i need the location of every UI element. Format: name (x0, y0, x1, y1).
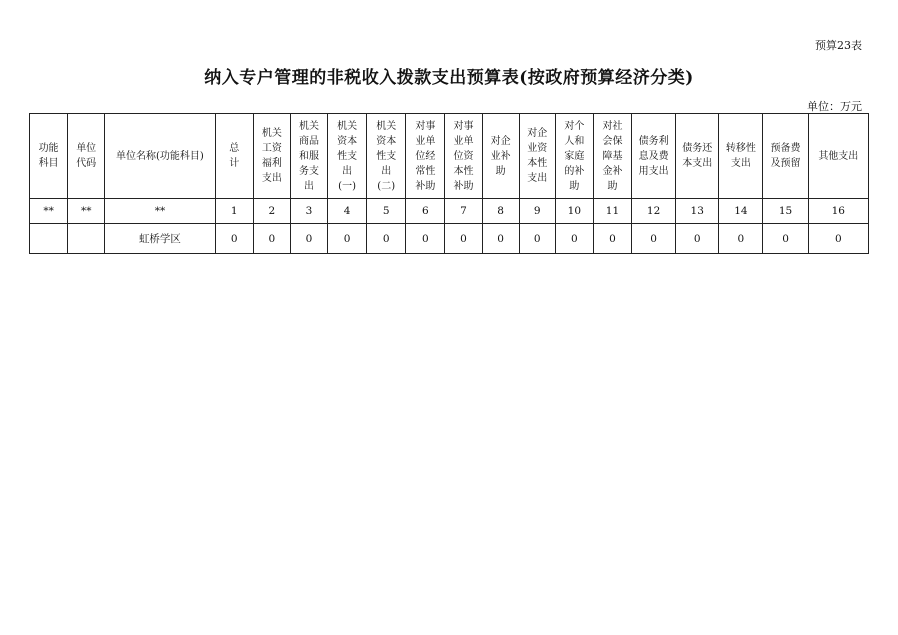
table-cell: 0 (367, 224, 406, 254)
table-cell: 0 (593, 224, 631, 254)
index-cell: 1 (215, 199, 253, 224)
index-cell: 10 (555, 199, 593, 224)
index-cell: 11 (593, 199, 631, 224)
table-cell: 0 (406, 224, 445, 254)
column-header: 对企 业资 本性 支出 (519, 114, 555, 199)
index-cell: 16 (808, 199, 868, 224)
table-row (30, 224, 869, 254)
table-cell: 0 (808, 224, 868, 254)
index-cell: 2 (253, 199, 290, 224)
index-cell: ** (30, 199, 68, 224)
column-header: 功能 科目 (30, 114, 68, 199)
column-header: 单位名称(功能科目) (105, 114, 215, 199)
table-cell: 0 (719, 224, 763, 254)
index-cell: 6 (406, 199, 445, 224)
table-cell (68, 224, 105, 254)
form-number: 预算23表 (815, 39, 862, 52)
table-cell: 0 (482, 224, 519, 254)
column-header: 机关 资本 性支 出 (二) (367, 114, 406, 199)
table-cell: 0 (519, 224, 555, 254)
column-header: 单位 代码 (68, 114, 105, 199)
header-row (30, 114, 869, 199)
page-title: 纳入专户管理的非税收入拨款支出预算表(按政府预算经济分类) (204, 68, 694, 88)
unit-label: 单位：万元 (807, 100, 862, 113)
table-cell: 虹桥学区 (105, 224, 215, 254)
table-cell: 0 (676, 224, 719, 254)
table-cell: 0 (763, 224, 808, 254)
column-header: 对事 业单 位经 常性 补助 (406, 114, 445, 199)
table-cell: 0 (445, 224, 482, 254)
index-cell: 3 (290, 199, 327, 224)
index-cell: ** (68, 199, 105, 224)
column-header: 对事 业单 位资 本性 补助 (445, 114, 482, 199)
table-cell: 0 (253, 224, 290, 254)
column-header: 转移性 支出 (719, 114, 763, 199)
column-header: 债务利 息及费 用支出 (632, 114, 676, 199)
index-cell: 12 (632, 199, 676, 224)
table-cell: 0 (215, 224, 253, 254)
table-cell: 0 (555, 224, 593, 254)
column-header: 对社 会保 障基 金补 助 (593, 114, 631, 199)
column-header: 预备费 及预留 (763, 114, 808, 199)
column-header: 其他支出 (808, 114, 868, 199)
table-cell (30, 224, 68, 254)
table-cell: 0 (632, 224, 676, 254)
column-header: 对个 人和 家庭 的补 助 (555, 114, 593, 199)
column-header: 机关 资本 性支 出 (一) (328, 114, 367, 199)
index-cell: 13 (676, 199, 719, 224)
budget-table (29, 113, 869, 254)
table-cell: 0 (328, 224, 367, 254)
index-cell: 8 (482, 199, 519, 224)
index-cell: 4 (328, 199, 367, 224)
index-cell: ** (105, 199, 215, 224)
index-cell: 5 (367, 199, 406, 224)
column-header: 总 计 (215, 114, 253, 199)
index-cell: 7 (445, 199, 482, 224)
index-cell: 14 (719, 199, 763, 224)
index-cell: 9 (519, 199, 555, 224)
column-header: 机关 商品 和服 务支 出 (290, 114, 327, 199)
index-row (30, 199, 869, 224)
column-header: 对企 业补 助 (482, 114, 519, 199)
table-cell: 0 (290, 224, 327, 254)
column-header: 债务还 本支出 (676, 114, 719, 199)
column-header: 机关 工资 福利 支出 (253, 114, 290, 199)
index-cell: 15 (763, 199, 808, 224)
